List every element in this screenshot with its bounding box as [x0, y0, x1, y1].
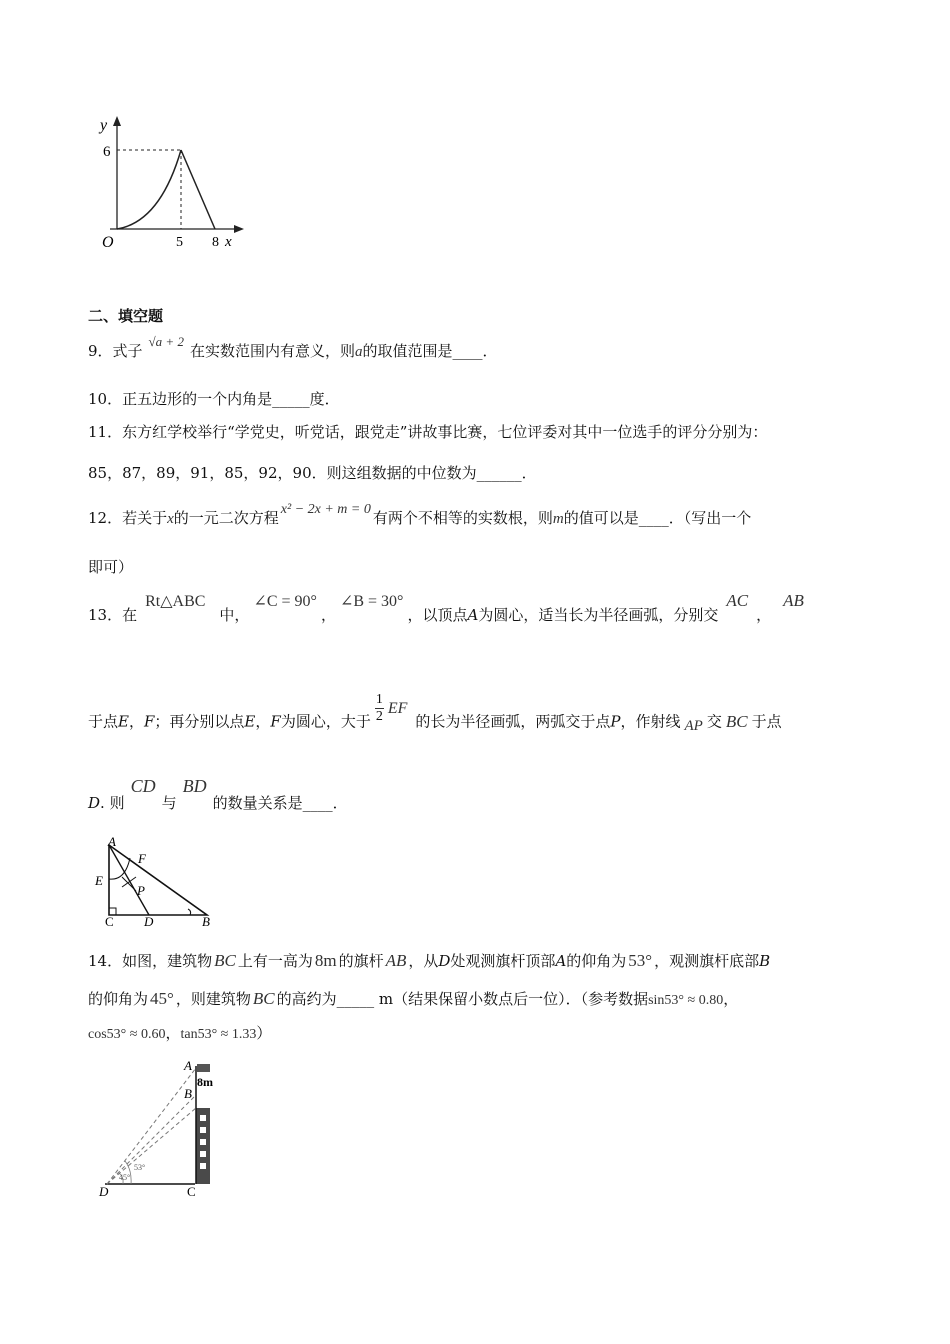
q14-building-figure: [97, 1058, 222, 1203]
window-1: [200, 1115, 206, 1121]
sightline-b: [107, 1095, 196, 1184]
label-b: B: [184, 1086, 192, 1101]
q14-l2-b: ，则建筑物: [175, 990, 251, 1008]
question-14-line-3: [88, 1022, 271, 1043]
label-45: 45°: [119, 1173, 131, 1182]
window-3: [200, 1139, 206, 1145]
q13-ab: AB: [783, 591, 804, 610]
q13-frac-den: 2: [375, 709, 383, 724]
window-5: [200, 1163, 206, 1169]
label-p: P: [137, 883, 145, 898]
label-a: A: [184, 1058, 192, 1073]
curve-segment: [117, 150, 181, 229]
angle-mark-b: [188, 909, 191, 915]
q13-triangle-figure: [92, 835, 222, 927]
q14-b: B: [759, 952, 771, 970]
q14-text-2: 上有一高为: [237, 952, 313, 970]
q14-l2-c: 的高约为_____ m（结果保留小数点后一位）．（参考数据: [276, 990, 649, 1008]
q13-l2-a: 于点: [88, 712, 119, 731]
q9-text-2: 的取值范围是____．: [362, 342, 498, 360]
five-label: 5: [176, 235, 183, 250]
q13-l2-e: 为圆心，大于: [280, 712, 371, 731]
label-8m: 8m: [197, 1075, 213, 1089]
q9-expr: √a + 2: [148, 334, 184, 349]
q13-bc: BC: [725, 711, 748, 731]
q13-text-1: ，以顶点: [407, 606, 468, 624]
question-13-line-3: [88, 776, 348, 813]
q14-text-7: ，观测旗杆底部: [654, 952, 760, 970]
window-2: [200, 1127, 206, 1133]
q13-yu: 与: [161, 794, 177, 812]
q13-ef: EF: [387, 699, 408, 717]
q13-angle-b: ∠B = 30°: [339, 593, 404, 610]
label-c: C: [105, 914, 114, 927]
label-c: C: [187, 1184, 196, 1199]
q13-e: E: [118, 712, 129, 731]
q13-l3-b: 的数量关系是____．: [212, 794, 348, 812]
q14-ab: AB: [385, 951, 407, 970]
q14-text-3: 的旗杆: [338, 952, 384, 970]
q13-d: D: [88, 794, 101, 812]
q9-number: 9．式子: [88, 342, 143, 360]
q13-l3-a: . 则: [100, 794, 125, 812]
q13-f: F: [143, 712, 155, 731]
q13-l2-g: ，作射线: [620, 712, 681, 731]
q13-zhong: 中，: [219, 606, 250, 624]
label-a: A: [108, 835, 116, 849]
q13-ap: AP: [684, 717, 703, 734]
q9-text-1: 在实数范围内有意义，则: [189, 342, 355, 360]
question-11-line-1: 11．东方红学校举行“学党史，听党话，跟党走”讲故事比赛，七位评委对其中一位选手的评分分别为：: [88, 423, 768, 441]
q12-text-1: 12．若关于: [88, 509, 168, 527]
label-f: F: [138, 851, 146, 866]
q13-ac: AC: [726, 591, 749, 610]
eight-label: 8: [212, 235, 219, 250]
q14-bc: BC: [214, 951, 236, 970]
q13-l2-c: ；再分别以点: [154, 712, 245, 731]
q13-l2-h: 交: [706, 712, 722, 731]
q13-l2-d: ，: [255, 712, 271, 731]
q13-l2-b: ，: [128, 712, 144, 731]
q12-var: x: [167, 511, 174, 527]
origin-label: O: [102, 234, 114, 251]
label-b: B: [202, 914, 210, 927]
q14-text-5: 处观测旗杆顶部: [450, 952, 556, 970]
q13-text-2: 为圆心，适当长为半径画弧，分别交: [478, 606, 719, 624]
triangle-abc: [109, 845, 207, 915]
section-title: 二、填空题: [88, 307, 164, 325]
question-12-line-2: 即可）: [88, 558, 134, 576]
question-13-line-2: [88, 692, 782, 739]
y-label: y: [100, 117, 108, 134]
q14-l2-a: 的仰角为: [88, 990, 149, 1008]
q12-equation: x² − 2x + m = 0: [280, 502, 371, 517]
q14-cos: cos53° ≈ 0.60: [88, 1027, 166, 1042]
question-9: [88, 334, 498, 361]
q14-l3-a: ，: [165, 1024, 181, 1042]
q13-angle-c: ∠C = 90°: [253, 593, 317, 610]
q14-text-4: ，从: [408, 952, 439, 970]
q13-comma-1: ，: [320, 606, 336, 624]
question-10: 10．正五边形的一个内角是_____度．: [88, 390, 340, 408]
sightline-a: [107, 1068, 196, 1184]
label-d: D: [99, 1184, 109, 1199]
y-axis-arrow: [113, 116, 121, 126]
question-14-line-1: [88, 950, 770, 971]
q14-text-6: 的仰角为: [566, 952, 627, 970]
q13-e-2: E: [244, 712, 256, 731]
function-graph: [90, 112, 250, 260]
q13-number: 13．在: [88, 606, 138, 624]
q13-cd: CD: [130, 776, 156, 796]
q13-f-2: F: [270, 712, 281, 731]
x-axis-arrow: [234, 225, 244, 233]
line-segment: [181, 150, 215, 229]
x-label: x: [225, 234, 232, 250]
question-13-line-1: [88, 591, 804, 625]
q9-var: a: [354, 344, 363, 360]
q13-comma-2: ，: [756, 606, 772, 624]
q14-l3-b: ）: [256, 1024, 272, 1042]
q14-text-1: 14．如图，建筑物: [88, 952, 213, 970]
q14-sin: sin53° ≈ 0.80: [648, 993, 724, 1008]
q13-frac-num: 1: [375, 692, 383, 707]
q14-angle-45: 45°: [150, 989, 174, 1008]
q12-text-3: 有两个不相等的实数根，则: [372, 509, 553, 527]
flag: [197, 1064, 210, 1072]
six-label: 6: [103, 144, 111, 160]
q13-p: P: [610, 712, 621, 731]
q12-text-2: 的一元二次方程: [173, 509, 279, 527]
q13-triangle: Rt△ABC: [145, 593, 206, 610]
q12-m: m: [552, 511, 564, 527]
q13-a: A: [467, 606, 479, 624]
q14-tan: tan53° ≈ 1.33: [180, 1027, 257, 1042]
label-d: D: [144, 914, 154, 927]
q14-a: A: [555, 952, 567, 970]
q14-angle-53: 53°: [628, 951, 653, 970]
window-4: [200, 1151, 206, 1157]
question-14-line-2: [88, 988, 738, 1009]
label-e: E: [95, 873, 103, 888]
q14-bc-2: BC: [252, 989, 275, 1008]
q13-bd: BD: [182, 776, 207, 796]
q13-fraction: [375, 692, 384, 725]
question-12-line-1: [88, 502, 752, 528]
q12-text-4: 的值可以是____．（写出一个: [563, 509, 752, 527]
q13-l2-f: 的长为半径画弧，两弧交于点: [415, 712, 611, 731]
q14-l2-d: ，: [723, 990, 739, 1008]
q14-d: D: [438, 952, 451, 970]
q13-l2-i: 于点: [751, 712, 782, 731]
question-11-line-2: 85，87，89，91，85，92，90．则这组数据的中位数为______．: [88, 464, 537, 482]
q14-height: 8m: [314, 951, 337, 970]
label-53: 53°: [134, 1163, 146, 1172]
